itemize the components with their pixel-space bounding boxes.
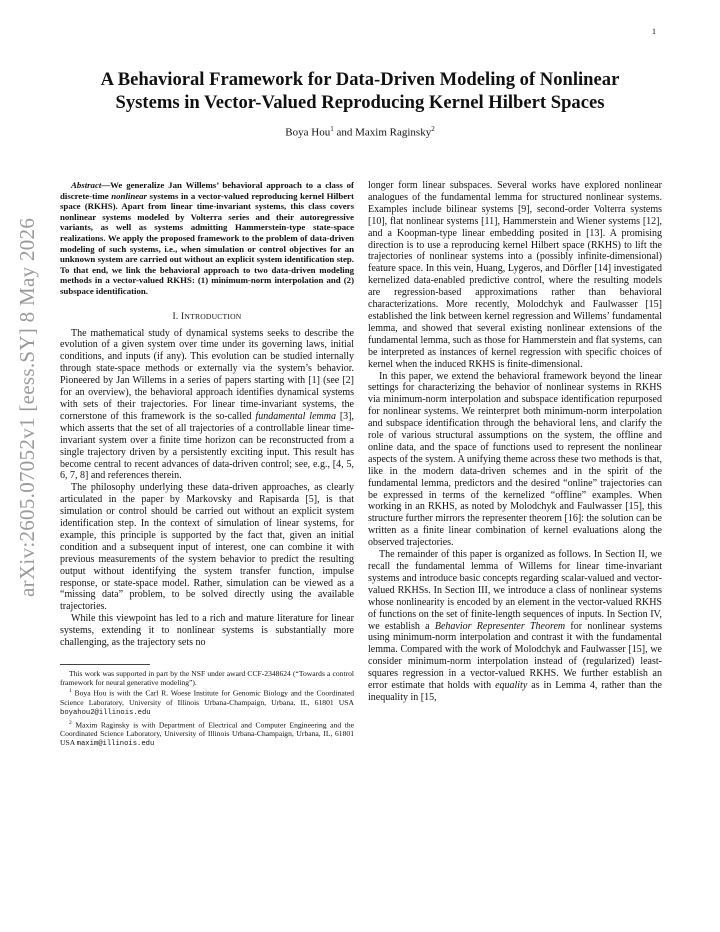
- paragraph-text: The remainder of this paper is organized as follows. In Section II, we recall the fundamental lemma of Willems for linear time-invariant systems and introduce basic concepts regarding scalar-valued and vector-valued RKHSs. In Section III, we introduce a class of nonlinear systems whose nonlinearity is encoded by an element in the vector-valued RKHS of functions on the set of finite-length sequences of inputs. In Section IV, we establish a: [368, 549, 662, 632]
- footnote-text: Maxim Raginsky is with Department of Electrical and Computer Engineering and the Coordinated Science Laboratory, University of Illinois Urbana-Champaign, Urbana, IL, 61801 USA: [60, 720, 354, 748]
- abstract-text-2: systems in a vector-valued reproducing kernel Hilbert space (RKHS). Apart from linear time-invariant systems, this class covers nonlinear systems modeled by Volterra series and their autoregressive variants, as well as systems admitting Hammerstein-type state-space realizations. We apply the proposed framework to the problem of data-driven modeling of such systems, i.e., when simulation or control objectives for an unknown system are carried out without an explicit system identification step. To that end, we link the behavioral approach to two data-driven modeling methods in a vector-valued RKHS: (1) minimum-norm interpolation and (2) subspace identification.: [60, 190, 354, 296]
- author-1-affil: 1: [330, 125, 334, 133]
- paragraph: longer form linear subspaces. Several works have explored nonlinear analogues of the fundamental lemma for structured nonlinear systems. Examples include bilinear systems [9], second-order Volterra systems [10], flat nonlinear systems [11], Hammerstein and Wiener systems [12], and a Koopman-type linear embedding posited in [13]. A promising direction is to use a reproducing kernel Hilbert space (RKHS) to lift the trajectories of nonlinear systems into a (possibly infinite-dimensional) feature space. In this vein, Huang, Lygeros, and Dörfler [14] investigated kernelized data-enabled predictive control, where the resulting models are regression-based approximations rather than behavioral characterizations. More recently, Molodchyk and Faulwasser [15] established the link between kernel regression and Willems’ fundamental lemma, and showed that several existing nonlinear extensions of the fundamental lemma, such as those for Hammerstein and flat systems, can be interpreted as instances of kernel regression with specific choices of kernel when the induced RKHS is finite-dimensional.: [368, 180, 662, 370]
- footnote-author-2: [60, 719, 354, 750]
- section-heading-introduction: [60, 312, 354, 322]
- paper-title: [60, 68, 660, 114]
- author-2-affil: 2: [431, 125, 435, 133]
- page-number: 1: [652, 27, 656, 36]
- footnotes: [60, 669, 354, 750]
- paragraph-text: [3], which asserts that the set of all trajectories of a controllable linear time-invariant system over a finite time horizon can be reconstructed from a single trajectory driven by a persistently exciting input. This result has become central to recent advances of data-driven control; see, e.g., [4, 5, 6, 7, 8] and references therein.: [60, 410, 355, 482]
- abstract: [60, 180, 354, 297]
- title-line-2: Systems in Vector-Valued Reproducing Kernel Hilbert Spaces: [115, 92, 605, 113]
- abstract-dash: —: [101, 180, 111, 190]
- author-1: Boya Hou: [285, 126, 331, 139]
- paragraph: [368, 549, 662, 704]
- arxiv-watermark: arXiv:2605.07052v1 [eess.SY] 8 May 2026: [15, 217, 39, 597]
- abstract-label: Abstract: [71, 180, 102, 190]
- author-and: and: [333, 126, 356, 139]
- footnote-author-1: [60, 687, 354, 718]
- paragraph-text: The mathematical study of dynamical systems seeks to describe the evolution of a given system over time under its governing laws, initial conditions, and inputs (if any). This evolution can be studied internally through state-space methods or externally via the system’s behavior. Pioneered by Jan Willems in a series of papers starting with [1] (see [2] for an overview), the behavioral approach identifies dynamical systems with sets of their trajectories. For linear time-invariant systems, the cornerstone of this framework is the so-called: [60, 327, 354, 422]
- right-column: [368, 180, 662, 704]
- paragraph: The philosophy underlying these data-driven approaches, as clearly articulated in the paper by Markovsky and Rapisarda [5], is that simulation or control should be carried out without an explicit system identification step. In the context of simulation of linear systems, for example, this principle is supported by the fact that, given an initial condition and a subsequent input of interest, one can combine it with previous measurements of the system behavior to predict the resulting output without identifying the system transfer function, impulse response, or state-space model. Rather, simulation can be viewed as a “missing data” problem, to be solved directly using the available trajectories.: [60, 482, 354, 613]
- footnote-mark: 1: [69, 688, 72, 695]
- footnote-divider: [60, 664, 150, 665]
- paragraph: In this paper, we extend the behavioral framework beyond the linear settings for characterizing the behavior of nonlinear systems in RKHS via minimum-norm interpolation and subspace identification repurposed for nonlinear systems. We reinterpret both minimum-norm interpolation and subspace identification through the behavioral lens, and clarify the role of various structural assumptions on the system, the offline and online data, and the space of functions used to represent the nonlinear aspects of the system. A unifying theme across these two methods is that, like in the modern data-driven schemes and in the spirit of the fundamental lemma, predictors and the desired “online” trajectories can be expressed in terms of the kernelized “offline” examples. When working in an RKHS, as noted by Molodchyk and Faulwasser [15], this structure further mirrors the representer theorem [16]: the solution can be written as a finite linear combination of kernel evaluations along the observed trajectories.: [368, 370, 662, 549]
- section-numeral: I. I: [172, 311, 185, 322]
- paragraph-italic: fundamental lemma: [255, 410, 336, 422]
- email-link[interactable]: boyahou2@illinois.edu: [60, 709, 151, 718]
- paragraph: [60, 328, 354, 483]
- footnote-mark: 2: [69, 719, 72, 726]
- paragraph-text: as in Lemma 4, rather than the inequality in [15,: [368, 680, 662, 703]
- left-column: [60, 180, 354, 750]
- footnote-funding: This work was supported in part by the NSF under award CCF-2348624 (“Towards a control framework for neural generative modeling”).: [60, 669, 354, 688]
- footnote-text: Boya Hou is with the Carl R. Woese Institute for Genomic Biology and the Coordinated Science Laboratory, University of Illinois Urbana-Champaign, Urbana, IL, 61801 USA: [60, 688, 355, 708]
- paragraph-text: for nonlinear systems using minimum-norm interpolation and contrast it with the fundamental lemma. Compared with the work of Molodchyk and Faulwasser [15], we consider minimum-norm interpolation instead of (regularized) least-squares regression in a vector-valued RKHS. We further establish an error estimate that holds with: [368, 620, 663, 692]
- section-title: NTRODUCTION: [184, 311, 242, 321]
- author-list: [60, 125, 660, 139]
- title-line-1: A Behavioral Framework for Data-Driven Modeling of Nonlinear: [100, 69, 620, 90]
- paragraph-italic: equality: [495, 680, 528, 692]
- abstract-italic: nonlinear: [111, 190, 147, 201]
- email-link[interactable]: maxim@illinois.edu: [76, 740, 155, 749]
- author-2: Maxim Raginsky: [355, 126, 432, 139]
- abstract-text-1: We generalize Jan Willems’ behavioral approach to a class of discrete-time: [60, 180, 354, 201]
- paragraph-italic: Behavior Representer Theorem: [434, 620, 566, 632]
- paragraph: While this viewpoint has led to a rich and mature literature for linear systems, extending it to nonlinear systems is substantially more challenging, as the trajectory sets no: [60, 613, 354, 649]
